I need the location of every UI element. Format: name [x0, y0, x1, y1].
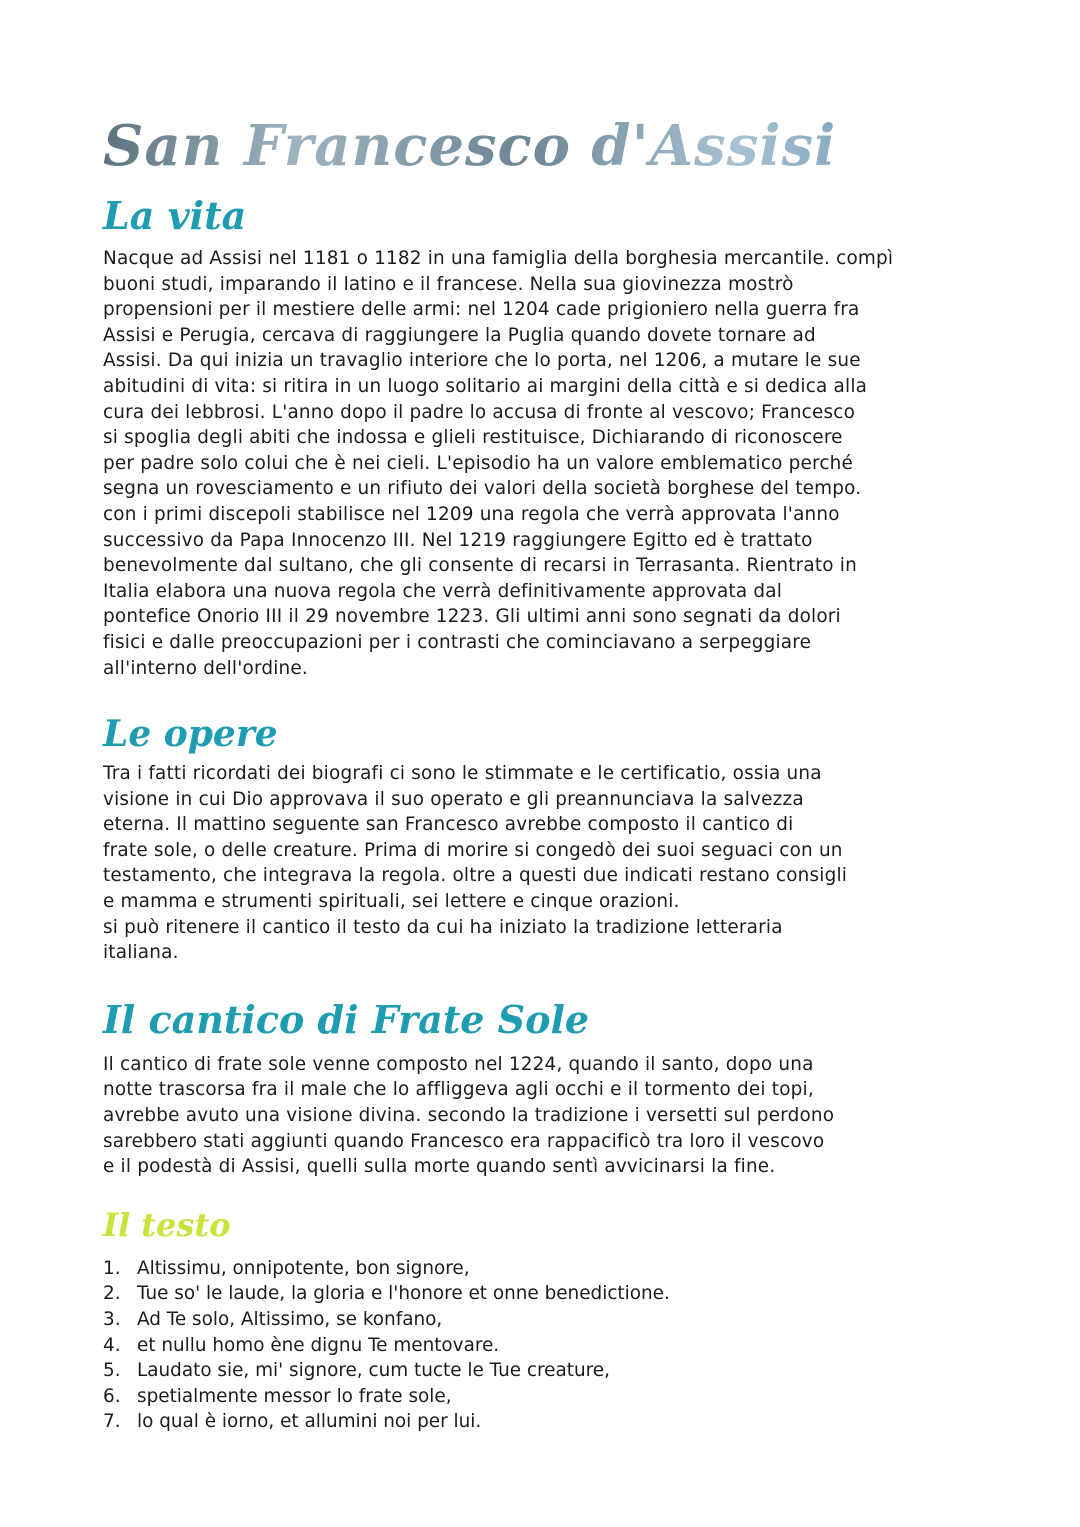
- verse-item: [103, 1281, 980, 1307]
- verse-number: 4.: [103, 1334, 121, 1356]
- paragraph-vita: Nacque ad Assisi nel 1181 o 1182 in una famiglia della borghesia mercantile. compì buoni studi, imparando il latino e il francese. Nella sua giovinezza mostrò propensioni per il mestiere delle armi: nel 1204 cade prigioniero nella guerra fra Assisi e Perugia, cercava di raggiungere la Puglia quando dovete tornare ad Assisi. Da qui inizia un travaglio interiore che lo porta, nel 1206, a mutare le sue abitudini di vita: si ritira in un luogo solitario ai margini della città e si dedica alla cura dei lebbrosi. L'anno dopo il padre lo accusa di fronte al vescovo; Francesco si spoglia degli abiti che indossa e glieli restituisce, Dichiarando di riconoscere per padre solo colui che è nei cieli. L'episodio ha un valore emblematico perché segna un rovesciamento e un rifiuto dei valori della società borghese del tempo. con i primi discepoli stabilisce nel 1209 una regola che verrà approvata l'anno successivo da Papa Innocenzo III. Nel 1219 raggiungere Egitto ed è trattato benevolmente dal sultano, che gli consente di recarsi in Terrasanta. Rientrato in Italia elabora una nuova regola che verrà definitivamente approvata dal pontefice Onorio III il 29 novembre 1223. Gli ultimi anni sono segnati da dolori fisici e dalle preoccupazioni per i contrasti che cominciavano a serpeggiare all'interno dell'ordine.: [103, 248, 894, 679]
- verse-number: 5.: [103, 1360, 121, 1382]
- verse-number: 3.: [103, 1309, 121, 1330]
- section-heading-testo: Il testo: [103, 1205, 231, 1244]
- verse-number: 7.: [103, 1411, 121, 1433]
- verse-text: lo qual è iorno, et allumini noi per lui.: [137, 1411, 482, 1433]
- verse-text: Tue so' le laude, la gloria e l'honore et onne benedictione.: [137, 1283, 670, 1305]
- verse-text: Ad Te solo, Altissimo, se konfano,: [137, 1309, 443, 1330]
- verse-number: 6.: [103, 1385, 121, 1407]
- verse-item: [103, 1358, 980, 1384]
- paragraph-cantico: Il cantico di frate sole venne composto nel 1224, quando il santo, dopo una notte trascorsa fra il male che lo affliggeva agli occhi e il tormento dei topi, avrebbe avuto una visione divina. secondo la tradizione i versetti sul perdono sarebbero stati aggiunti quando Francesco era rappacificò tra loro il vescovo e il podestà di Assisi, quelli sulla morte quando sentì avvicinarsi la fine.: [103, 1053, 835, 1178]
- verse-list: [103, 1256, 980, 1435]
- verse-text: Altissimu, onnipotente, bon signore,: [137, 1257, 470, 1279]
- section-heading-cantico: Il cantico di Frate Sole: [103, 996, 590, 1042]
- verse-item: [103, 1384, 980, 1410]
- section-heading-vita: La vita: [103, 193, 247, 238]
- page-title: San Francesco d'Assisi: [103, 108, 980, 184]
- verse-number: 2.: [103, 1283, 121, 1305]
- verse-text: et nullu homo ène dignu Te mentovare.: [137, 1334, 500, 1356]
- verse-item: [103, 1256, 980, 1282]
- verse-text: spetialmente messor lo frate sole,: [137, 1385, 452, 1407]
- section-heading-opere: Le opere: [103, 713, 278, 756]
- verse-item: [103, 1307, 980, 1333]
- paragraph-opere: Tra i fatti ricordati dei biografi ci sono le stimmate e le certificatio, ossia una visione in cui Dio approvava il suo operato e gli preannunciava la salvezza eterna. Il mattino seguente san Francesco avrebbe composto il cantico di frate sole, o delle creature. Prima di morire si congedò dei suoi seguaci con un testamento, che integrava la regola. oltre a questi due indicati restano consigli e mamma e strumenti spirituali, sei lettere e cinque orazioni. si può ritenere il cantico il testo da cui ha iniziato la tradizione letteraria italiana.: [103, 763, 848, 964]
- verse-item: [103, 1333, 980, 1359]
- verse-text: Laudato sie, mi' signore, cum tucte le Tue creature,: [137, 1360, 610, 1382]
- verse-item: [103, 1409, 980, 1435]
- verse-number: 1.: [103, 1257, 121, 1279]
